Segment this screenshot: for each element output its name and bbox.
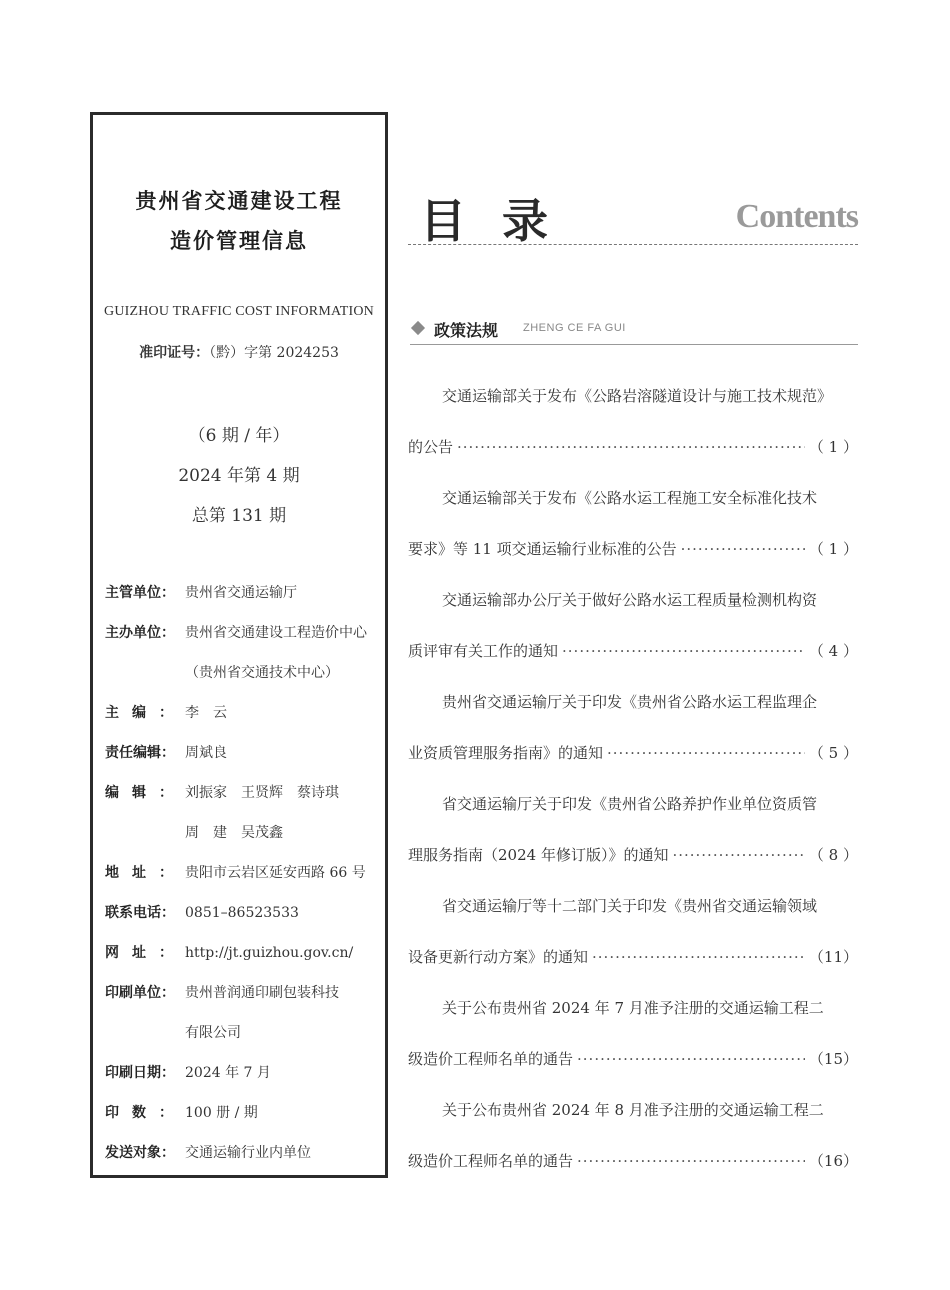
field-label: 发送对象： (105, 1145, 175, 1161)
field-printer-continued: 有限公司 (185, 1025, 241, 1041)
field-label: 印数： (105, 1105, 173, 1121)
magazine-title-line1: 贵州省交通建设工程 (135, 189, 343, 213)
leader-dots (672, 846, 804, 864)
field-label: 责任编辑： (105, 745, 175, 761)
field-label: 主编： (105, 705, 173, 721)
permit-label: 准印证号： (139, 345, 210, 361)
masthead-box (90, 112, 388, 1178)
toc-entry-title-cont: 级造价工程师名单的通告 (408, 1050, 574, 1068)
field-value: 贵州省交通运输厅 (185, 585, 297, 601)
leader-dots (592, 948, 805, 966)
field-supervisor (105, 582, 297, 602)
field-label: 印刷日期： (105, 1065, 175, 1081)
website-link[interactable]: http://jt.guizhou.gov.cn/ (185, 945, 354, 961)
field-chief-editor (105, 702, 227, 722)
section-title: 政策法规 (434, 321, 499, 340)
leader-dots (607, 744, 805, 762)
english-name: GUIZHOU TRAFFIC COST INFORMATION (104, 304, 374, 319)
field-value: 贵阳市云岩区延安西路 66 号 (185, 865, 366, 881)
field-value: 贵州省交通建设工程造价中心 (185, 625, 367, 641)
page-number: （ 8 ） (808, 846, 858, 864)
page-number: （11） (808, 948, 858, 966)
diamond-icon (411, 321, 425, 335)
field-address (105, 862, 366, 882)
toc-entry-title-cont: 要求》等 11 项交通运输行业标准的公告 (408, 540, 677, 558)
leader-dots (577, 1152, 805, 1170)
issue-number: 2024 年第 4 期 (178, 466, 300, 486)
field-sponsor (105, 622, 367, 642)
toc-entry-title: 贵州省交通运输厅关于印发《贵州省公路水运工程监理企 (442, 693, 818, 711)
section-header (410, 318, 858, 345)
toc-entry-title-cont: 级造价工程师名单的通告 (408, 1152, 574, 1170)
page-number: （16） (808, 1152, 858, 1170)
permit-number (93, 342, 385, 362)
page-number: （ 4 ） (808, 642, 858, 660)
field-value: 贵州普润通印刷包装科技 (185, 985, 339, 1001)
leader-dots (577, 1050, 805, 1068)
page-number: （ 1 ） (808, 540, 858, 558)
field-value: 交通运输行业内单位 (185, 1145, 311, 1161)
leader-dots (562, 642, 805, 660)
field-print-run (105, 1102, 258, 1122)
page-number: （15） (808, 1050, 858, 1068)
field-label: 主管单位： (105, 585, 175, 601)
field-label: 联系电话： (105, 905, 175, 921)
title-divider (408, 244, 858, 245)
field-editors-continued: 周 建 吴茂鑫 (185, 825, 283, 841)
leader-dots (457, 438, 805, 456)
toc-entry-title: 交通运输部关于发布《公路岩溶隧道设计与施工技术规范》 (442, 387, 833, 405)
toc-entry-title-cont: 设备更新行动方案》的通知 (408, 948, 589, 966)
permit-value: （黔）字第 2024253 (209, 345, 339, 361)
field-phone (105, 902, 299, 922)
field-value: 周斌良 (185, 745, 227, 761)
field-value: 刘振家 王贤辉 蔡诗琪 (185, 785, 339, 801)
field-label: 地址： (105, 865, 173, 881)
toc-entry-title: 省交通运输厅等十二部门关于印发《贵州省交通运输领域 (442, 897, 818, 915)
toc-entry-title-cont: 质评审有关工作的通知 (408, 642, 559, 660)
magazine-title-line2: 造价管理信息 (170, 229, 308, 253)
field-sponsor-continued: （贵州省交通技术中心） (185, 665, 339, 681)
field-distribution (105, 1142, 311, 1162)
field-value: 0851–86523533 (185, 905, 299, 921)
field-value: 李 云 (185, 705, 227, 721)
page-number: （ 1 ） (808, 438, 858, 456)
field-print-date (105, 1062, 271, 1082)
field-responsible-editor (105, 742, 227, 762)
field-value: 100 册 / 期 (185, 1105, 258, 1121)
field-label: 网址： (105, 945, 173, 961)
toc-entry-title: 关于公布贵州省 2024 年 7 月准予注册的交通运输工程二 (442, 999, 824, 1017)
toc-entry-title: 交通运输部关于发布《公路水运工程施工安全标准化技术 (442, 489, 818, 507)
section-subtitle: ZHENG CE FA GUI (523, 322, 626, 334)
toc-entry-title-cont: 理服务指南（2024 年修订版）》的通知 (408, 846, 669, 864)
field-website (105, 942, 353, 962)
leader-dots (681, 540, 805, 558)
field-label: 印刷单位： (105, 985, 175, 1001)
toc-entry-title: 交通运输部办公厅关于做好公路水运工程质量检测机构资 (442, 591, 818, 609)
field-editors (105, 782, 339, 802)
toc-entry-title-cont: 业资质管理服务指南》的通知 (408, 744, 604, 762)
toc-entry-title: 关于公布贵州省 2024 年 8 月准予注册的交通运输工程二 (442, 1101, 824, 1119)
field-printer (105, 982, 339, 1002)
toc-title: 目录 (420, 194, 584, 248)
toc-entry-title-cont: 的公告 (408, 438, 454, 456)
total-issue-number: 总第 131 期 (191, 506, 287, 526)
field-value: 2024 年 7 月 (185, 1065, 271, 1081)
publication-frequency: （6 期 / 年） (188, 426, 290, 446)
field-label: 编辑： (105, 785, 173, 801)
toc-entry-title: 省交通运输厅关于印发《贵州省公路养护作业单位资质管 (442, 795, 818, 813)
page-number: （ 5 ） (808, 744, 858, 762)
toc-contents-label: Contents (735, 198, 858, 235)
field-label: 主办单位： (105, 625, 175, 641)
